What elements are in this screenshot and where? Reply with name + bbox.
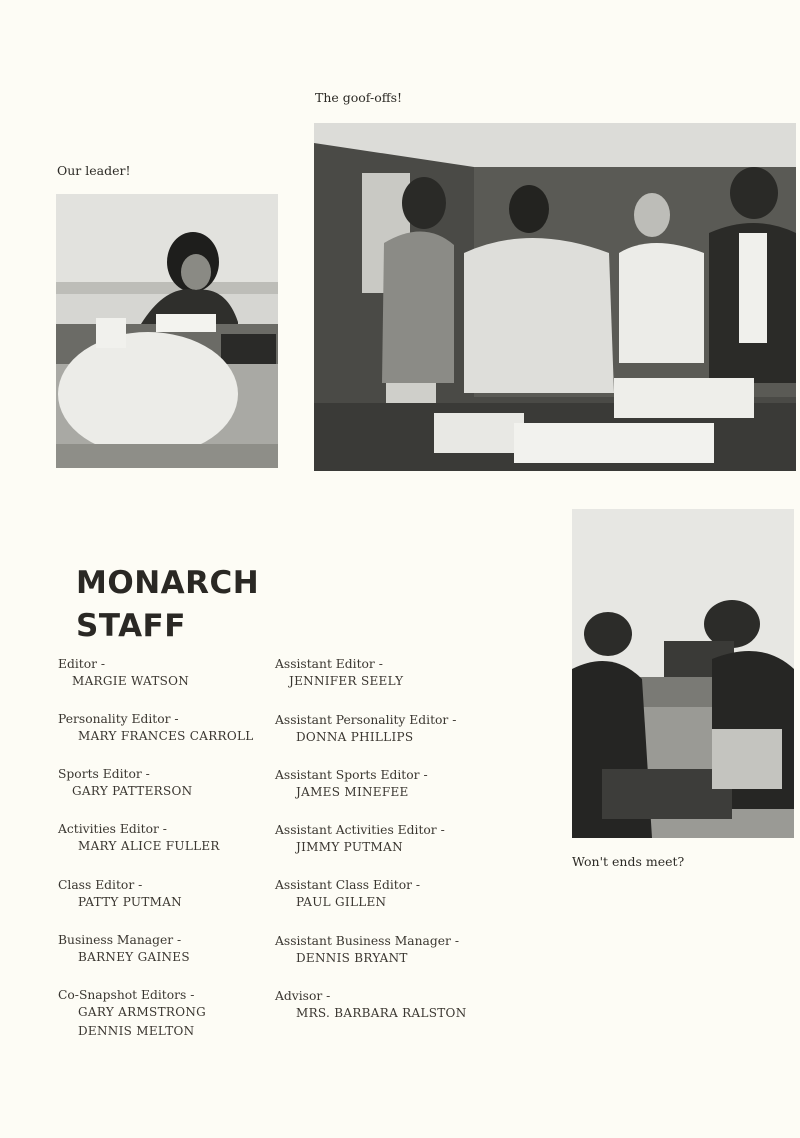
staff-name: DENNIS MELTON	[78, 1024, 195, 1038]
staff-name: GARY ARMSTRONG	[78, 1005, 207, 1019]
role-label: Sports Editor -	[58, 767, 150, 781]
caption-ends-meet: Won't ends meet?	[572, 854, 685, 869]
title-line-2: STAFF	[76, 608, 186, 644]
staff-name: MRS. BARBARA RALSTON	[296, 1006, 467, 1020]
staff-name: PAUL GILLEN	[296, 895, 387, 909]
role-label: Assistant Sports Editor -	[275, 768, 428, 782]
staff-entry-activities-editor	[58, 821, 220, 856]
role-label: Co-Snapshot Editors -	[58, 988, 195, 1002]
role-label: Advisor -	[275, 989, 331, 1003]
staff-entry-assistant-class-editor	[275, 877, 420, 912]
title-line-1: MONARCH	[76, 565, 260, 601]
staff-name: JIMMY PUTMAN	[296, 840, 403, 854]
staff-name: PATTY PUTMAN	[78, 895, 182, 909]
staff-name: JAMES MINEFEE	[296, 785, 409, 799]
role-label: Assistant Business Manager -	[275, 934, 459, 948]
staff-entry-personality-editor	[58, 711, 254, 746]
staff-entry-advisor	[275, 988, 467, 1023]
staff-name: BARNEY GAINES	[78, 950, 190, 964]
role-label: Assistant Personality Editor -	[275, 713, 457, 727]
role-label: Assistant Activities Editor -	[275, 823, 445, 837]
role-label: Activities Editor -	[58, 822, 167, 836]
staff-name: MARY FRANCES CARROLL	[78, 729, 254, 743]
role-label: Assistant Class Editor -	[275, 878, 421, 892]
staff-name: DENNIS BRYANT	[296, 951, 408, 965]
staff-entry-assistant-activities-editor	[275, 822, 445, 857]
role-label: Class Editor -	[58, 878, 143, 892]
staff-entry-class-editor	[58, 877, 182, 912]
role-label: Assistant Editor -	[275, 657, 383, 671]
role-label: Editor -	[58, 657, 106, 671]
staff-name: MARY ALICE FULLER	[78, 839, 220, 853]
staff-entry-assistant-business-manager	[275, 933, 459, 968]
role-label: Business Manager -	[58, 933, 182, 947]
staff-entry-business-manager	[58, 932, 190, 967]
staff-entry-assistant-editor	[275, 656, 403, 691]
staff-entry-editor	[58, 656, 189, 691]
page-title	[76, 562, 259, 648]
staff-name: JENNIFER SEELY	[289, 674, 404, 688]
photo-business-staff	[572, 509, 794, 838]
staff-name: DONNA PHILLIPS	[296, 730, 414, 744]
role-label: Personality Editor -	[58, 712, 179, 726]
staff-name: GARY PATTERSON	[72, 784, 193, 798]
staff-name: MARGIE WATSON	[72, 674, 190, 688]
caption-our-leader: Our leader!	[57, 163, 131, 178]
staff-entry-assistant-sports-editor	[275, 767, 428, 802]
caption-goof-offs: The goof-offs!	[315, 90, 403, 105]
photo-advisor-at-desk	[56, 194, 278, 468]
photo-staff-group	[314, 123, 796, 471]
staff-entry-assistant-personality-editor	[275, 712, 456, 747]
staff-entry-sports-editor	[58, 766, 192, 801]
staff-entry-co-snapshot-editors	[58, 987, 206, 1041]
